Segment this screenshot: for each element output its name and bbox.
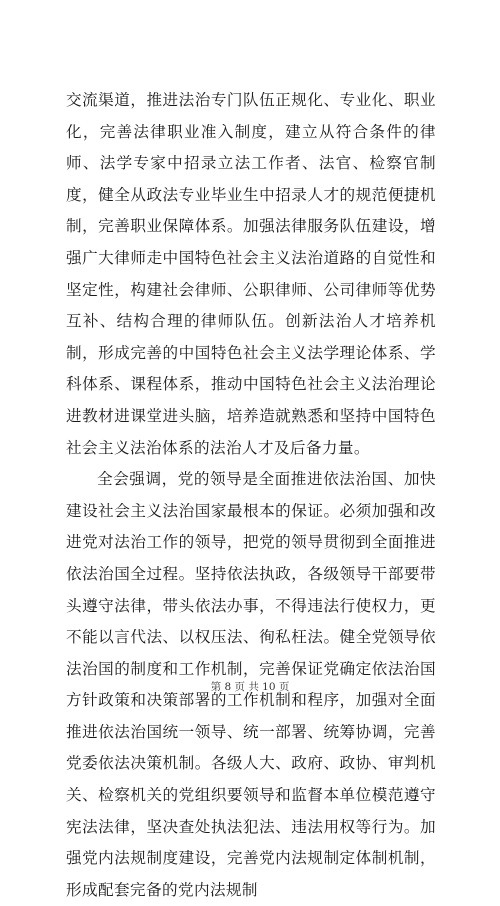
page-number-footer: 第 8 页 共 10 页 [210, 681, 290, 693]
paragraph-continuation: 交流渠道，推进法治专门队伍正规化、专业化、职业化，完善法律职业准入制度，建立从符合条件的律师、法学专家中招录立法工作者、法官、检察官制度，健全从政法专业毕业生中招录人才的规范便捷机制，完善职业保障体系。加强法律服务队伍建设，增强广大律师走中国特色社会主义法治道路的自觉性和坚定性，构建社会律师、公职律师、公司律师等优势互补、结构合理的律师队伍。创新法治人才培养机制，形成完善的中国特色社会主义法学理论体系、学科体系、课程体系，推动中国特色社会主义法治理论进教材进课堂进头脑，培养造就熟悉和坚持中国特色社会主义法治体系的法治人才及后备力量。 [66, 91, 436, 457]
paragraph-party-leadership: 全会强调，党的领导是全面推进依法治国、加快建设社会主义法治国家最根本的保证。必须加强和改进党对法治工作的领导，把党的领导贯彻到全面推进依法治国全过程。坚持依法执政，各级领导干部要带头遵守法律，带头依法办事，不得违法行使权力，更不能以言代法、以权压法、徇私枉法。健全党领导依法治国的制度和工作机制，完善保证党确定依法治国方针政策和决策部署的工作机制和程序，加强对全面推进依法治国统一领导、统一部署、统筹协调，完善党委依法决策机制。各级人大、政府、政协、审判机关、检察机关的党组织要领导和监督本单位模范遵守宪法法律，坚决查处执法犯法、违法用权等行为。加强党内法规制度建设，完善党内法规制定体制机制，形成配套完备的党内法规制 [66, 470, 436, 899]
